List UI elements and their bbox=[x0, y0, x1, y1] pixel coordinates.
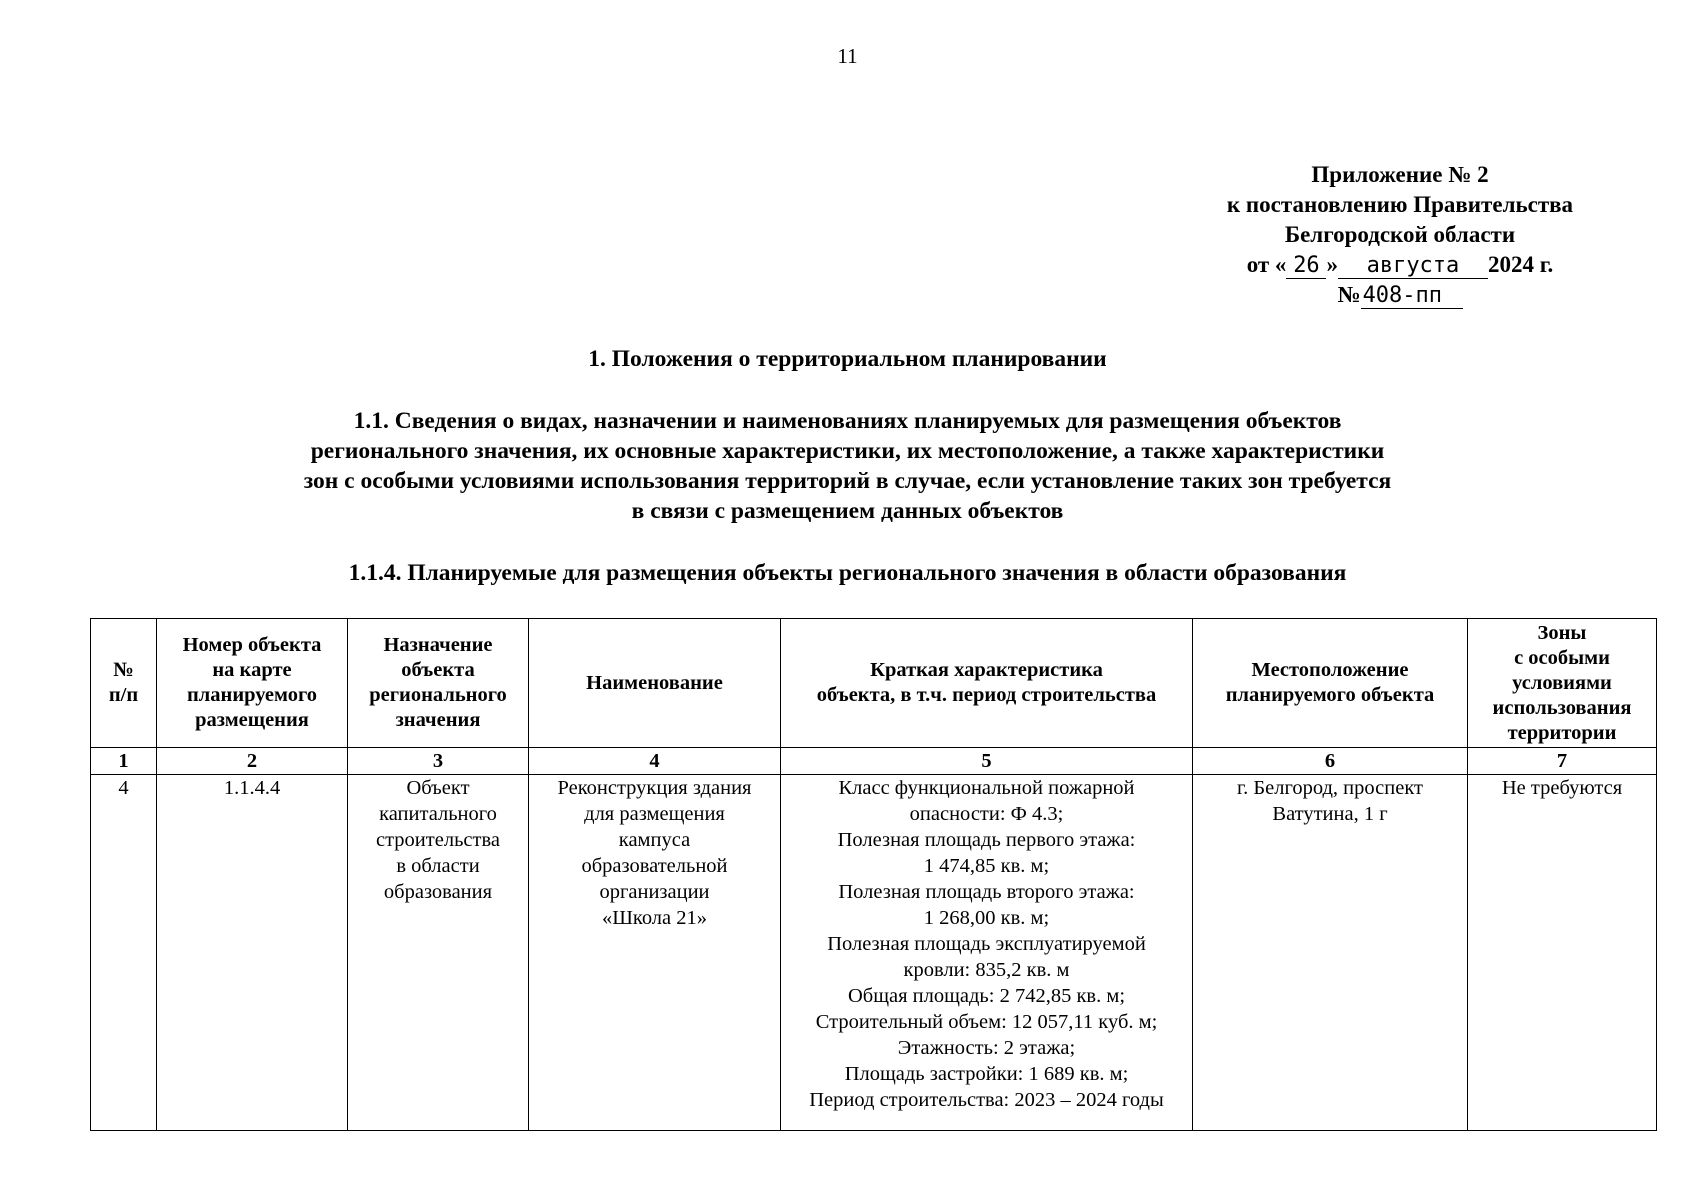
header-map-number: Номер объекта на карте планируемого размещения bbox=[157, 619, 348, 748]
header-characteristics: Краткая характеристика объекта, в т.ч. период строительства bbox=[781, 619, 1193, 748]
appendix-number bbox=[1170, 280, 1630, 310]
appendix-line-2: к постановлению Правительства bbox=[1226, 192, 1574, 217]
table-row bbox=[91, 775, 1657, 1131]
column-number: 5 bbox=[781, 748, 1193, 775]
number-prefix: № bbox=[1337, 282, 1361, 307]
header-location: Местоположение планируемого объекта bbox=[1193, 619, 1468, 748]
column-number: 2 bbox=[157, 748, 348, 775]
subsection-line: регионального значения, их основные характеристики, их местоположение, а также характеристики bbox=[310, 438, 1385, 464]
header-zones: Зоны с особыми условиями использования территории bbox=[1468, 619, 1657, 748]
cell-name: Реконструкция здания для размещения кампуса образовательной организации «Школа 21» bbox=[529, 775, 781, 1131]
column-number: 3 bbox=[348, 748, 529, 775]
table-header-row bbox=[91, 619, 1657, 748]
header-num: № п/п bbox=[91, 619, 157, 748]
appendix-date bbox=[1170, 250, 1630, 280]
date-prefix: от « bbox=[1246, 252, 1287, 277]
cell-zones: Не требуются bbox=[1468, 775, 1657, 1131]
column-number-row bbox=[91, 748, 1657, 775]
header-name: Наименование bbox=[529, 619, 781, 748]
subsection-line: зон с особыми условиями использования территорий в случае, если установление таких зон требуется bbox=[303, 468, 1392, 494]
cell-location: г. Белгород, проспект Ватутина, 1 г bbox=[1193, 775, 1468, 1131]
table-title: 1.1.4. Планируемые для размещения объекты регионального значения в области образования bbox=[348, 560, 1347, 586]
cell-num: 4 bbox=[91, 775, 157, 1131]
date-day: 26 bbox=[1286, 254, 1326, 279]
objects-table bbox=[90, 618, 1657, 1131]
cell-purpose: Объект капитального строительства в области образования bbox=[348, 775, 529, 1131]
column-number: 7 bbox=[1468, 748, 1657, 775]
date-mid: » bbox=[1326, 252, 1338, 277]
header-purpose: Назначение объекта регионального значения bbox=[348, 619, 529, 748]
column-number: 1 bbox=[91, 748, 157, 775]
column-number: 4 bbox=[529, 748, 781, 775]
cell-map-number: 1.1.4.4 bbox=[157, 775, 348, 1131]
appendix-title: Приложение № 2 bbox=[1311, 162, 1489, 187]
subsection-heading bbox=[0, 406, 1695, 526]
column-number: 6 bbox=[1193, 748, 1468, 775]
section-heading: 1. Положения о территориальном планировании bbox=[588, 346, 1107, 372]
page-number: 11 bbox=[837, 44, 858, 68]
cell-characteristics: Класс функциональной пожарной опасности: Ф 4.3; Полезная площадь первого этажа: 1 474,85 кв. м; Полезная площадь второго этажа: 1 268,00 кв. м; Полезная площадь эксплуатируемой кровли: 835,2 кв. м Общая площадь: 2 742,85 кв. м; Строительный объем: 12 057,11 куб. м; Этажность: 2 этажа; Площадь застройки: 1 689 кв. м; Период строительства: 2023 – 2024 годы bbox=[781, 775, 1193, 1131]
date-year: 2024 г. bbox=[1487, 252, 1554, 277]
subsection-line: 1.1. Сведения о видах, назначении и наименованиях планируемых для размещения объектов bbox=[353, 408, 1342, 434]
appendix-line-3: Белгородской области bbox=[1284, 222, 1516, 247]
date-month: августа bbox=[1338, 254, 1488, 279]
document-number: 408-пп bbox=[1361, 284, 1463, 309]
subsection-line: в связи с размещением данных объектов bbox=[631, 498, 1064, 524]
appendix-block bbox=[1170, 160, 1630, 310]
